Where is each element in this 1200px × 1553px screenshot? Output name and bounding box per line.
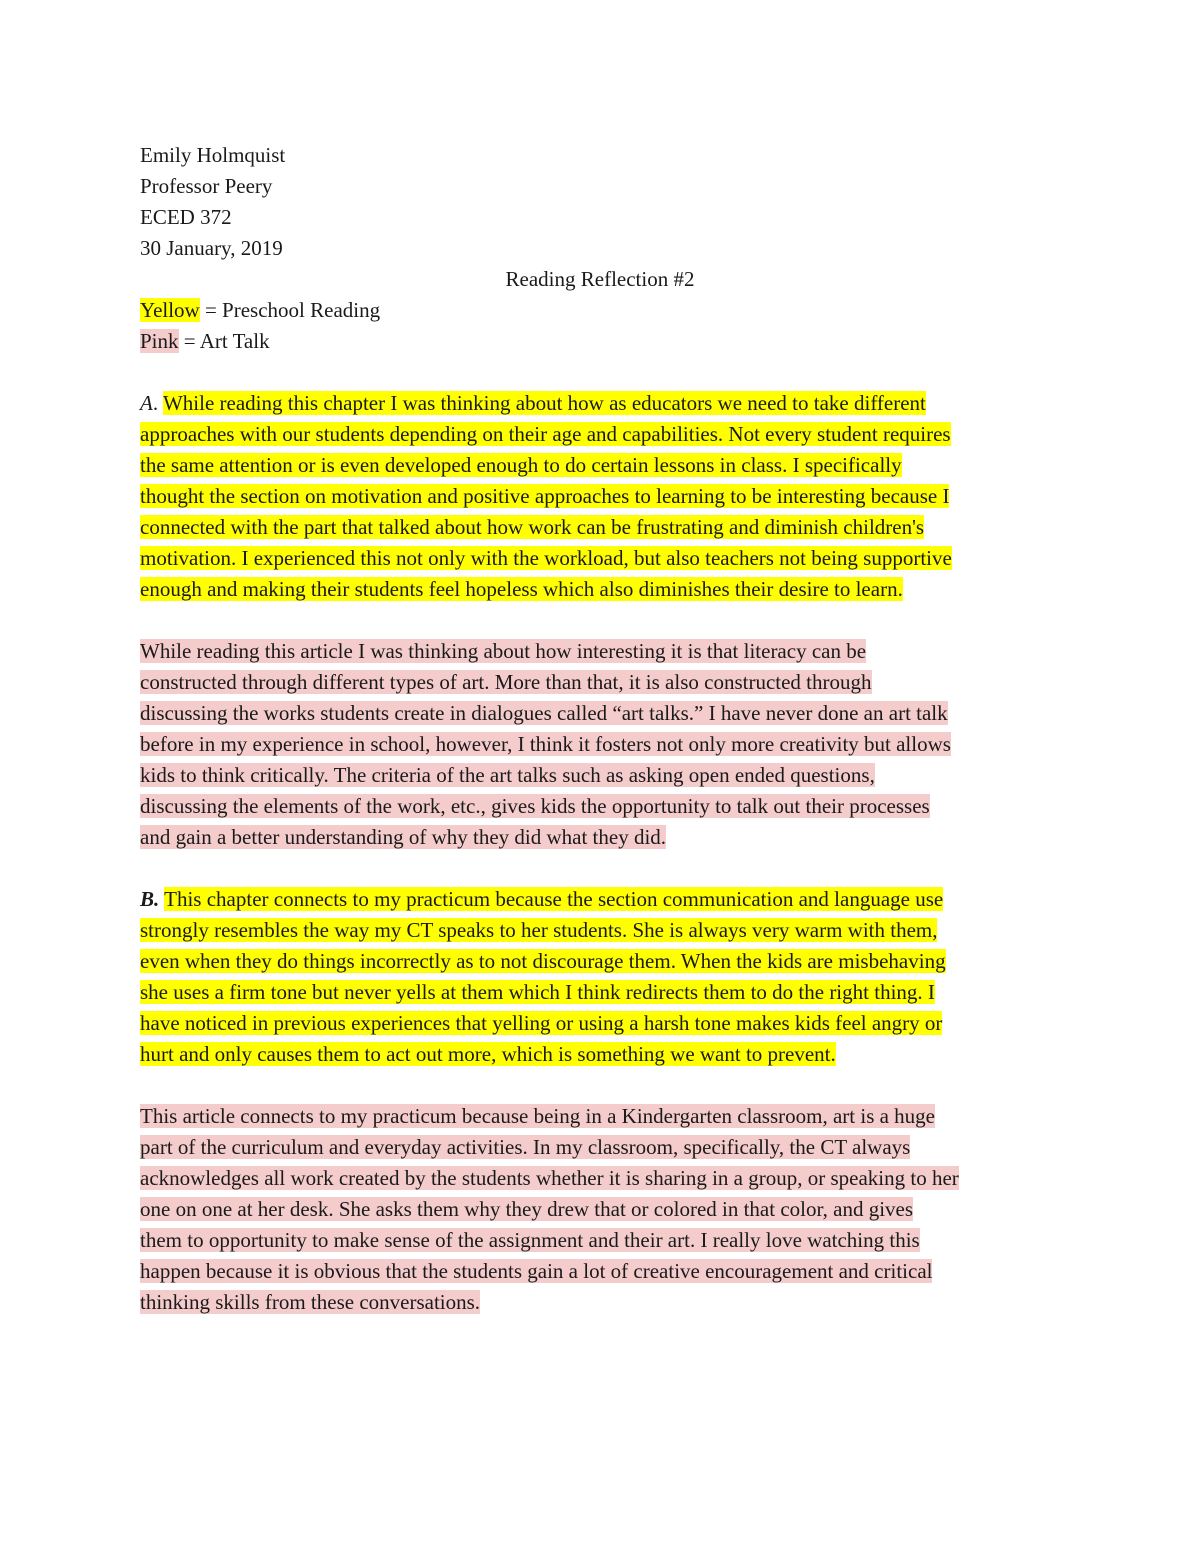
paragraph-line	[140, 512, 1070, 543]
spacer	[140, 357, 1070, 388]
paragraph-text: discussing the elements of the work, etc., gives kids the opportunity to talk out their processes	[140, 794, 930, 818]
paragraph-line	[140, 481, 1070, 512]
paragraph-line	[140, 667, 1070, 698]
section-b-letter: B.	[140, 887, 160, 911]
paragraph-line	[140, 1194, 1070, 1225]
paragraph-line	[140, 1101, 1070, 1132]
paragraph-text: thought the section on motivation and positive approaches to learning to be interesting because I	[140, 484, 950, 508]
paragraph-line	[140, 698, 1070, 729]
author-name: Emily Holmquist	[140, 143, 286, 167]
paragraph-line	[140, 419, 1070, 450]
section-b-yellow-paragraph	[140, 884, 1070, 1070]
section-b-pink-paragraph	[140, 1101, 1070, 1318]
paragraph-line	[140, 760, 1070, 791]
section-a-letter: A	[140, 391, 153, 415]
legend-yellow-label: Yellow	[140, 298, 200, 322]
paragraph-text: happen because it is obvious that the students gain a lot of creative encouragement and critical	[140, 1259, 933, 1283]
paragraph-text: connected with the part that talked about how work can be frustrating and diminish children's	[140, 515, 925, 539]
paragraph-text: approaches with our students depending on their age and capabilities. Not every student requires	[140, 422, 951, 446]
paragraph-text: thinking skills from these conversations.	[140, 1290, 481, 1314]
paragraph-text: discussing the works students create in dialogues called “art talks.” I have never done an art talk	[140, 701, 948, 725]
legend-yellow-meaning: = Preschool Reading	[199, 298, 381, 322]
paragraph-line	[140, 543, 1070, 574]
paragraph-text: strongly resembles the way my CT speaks to her students. She is always very warm with them,	[140, 918, 938, 942]
paragraph-line	[140, 822, 1070, 853]
section-a-pink-paragraph	[140, 636, 1070, 853]
paragraph-line	[140, 729, 1070, 760]
paragraph-text: This article connects to my practicum because being in a Kindergarten classroom, art is a huge	[140, 1104, 936, 1128]
section-a-letter-punct: .	[152, 391, 163, 415]
spacer	[140, 853, 1070, 884]
paragraph-text: hurt and only causes them to act out more, which is something we want to prevent.	[140, 1042, 836, 1066]
document-title: Reading Reflection #2	[505, 267, 695, 291]
paragraph-text: kids to think critically. The criteria of the art talks such as asking open ended questions,	[140, 763, 875, 787]
paragraph-text: constructed through different types of art. More than that, it is also constructed through	[140, 670, 872, 694]
paragraph-line	[140, 1132, 1070, 1163]
paragraph-text: even when they do things incorrectly as to not discourage them. When the kids are misbehaving	[140, 949, 946, 973]
paragraph-line	[140, 977, 1070, 1008]
legend-pink-meaning: = Art Talk	[178, 329, 270, 353]
legend-pink	[140, 326, 1070, 357]
paragraph-line	[140, 946, 1070, 977]
spacer	[140, 1070, 1070, 1101]
professor-name: Professor Peery	[140, 174, 273, 198]
spacer	[140, 605, 1070, 636]
legend-pink-label: Pink	[140, 329, 179, 353]
paragraph-text: While reading this chapter I was thinking about how as educators we need to take different	[162, 391, 926, 415]
paragraph-text: the same attention or is even developed enough to do certain lessons in class. I specifically	[140, 453, 902, 477]
paragraph-text: before in my experience in school, however, I think it fosters not only more creativity but allows	[140, 732, 951, 756]
legend-yellow	[140, 295, 1070, 326]
paragraph-line	[140, 388, 1070, 419]
paragraph-line	[140, 636, 1070, 667]
paragraph-text: one on one at her desk. She asks them why they drew that or colored in that color, and gives	[140, 1197, 914, 1221]
paragraph-line	[140, 791, 1070, 822]
paragraph-line	[140, 1256, 1070, 1287]
paragraph-line	[140, 1008, 1070, 1039]
paragraph-line	[140, 1287, 1070, 1318]
paragraph-line	[140, 1163, 1070, 1194]
paragraph-text: This chapter connects to my practicum because the section communication and language use	[164, 887, 944, 911]
paragraph-text: them to opportunity to make sense of the assignment and their art. I really love watching this	[140, 1228, 920, 1252]
paragraph-text: have noticed in previous experiences that yelling or using a harsh tone makes kids feel angry or	[140, 1011, 943, 1035]
paragraph-line	[140, 450, 1070, 481]
paragraph-line	[140, 574, 1070, 605]
document-date: 30 January, 2019	[140, 236, 283, 260]
paragraph-text: acknowledges all work created by the students whether it is sharing in a group, or speaking to her	[140, 1166, 959, 1190]
paragraph-line	[140, 1039, 1070, 1070]
paragraph-text: motivation. I experienced this not only with the workload, but also teachers not being supportive	[140, 546, 952, 570]
paragraph-text: and gain a better understanding of why they did what they did.	[140, 825, 667, 849]
paragraph-line	[140, 1225, 1070, 1256]
paragraph-text: part of the curriculum and everyday activities. In my classroom, specifically, the CT always	[140, 1135, 911, 1159]
document-page	[140, 140, 1070, 1318]
paragraph-text: enough and making their students feel hopeless which also diminishes their desire to learn.	[140, 577, 903, 601]
paragraph-text: While reading this article I was thinking about how interesting it is that literacy can be	[140, 639, 867, 663]
paragraph-line	[140, 884, 1070, 915]
section-a-yellow-paragraph	[140, 388, 1070, 605]
paragraph-text: she uses a firm tone but never yells at them which I think redirects them to do the right thing. I	[140, 980, 935, 1004]
paragraph-line	[140, 915, 1070, 946]
course-code: ECED 372	[140, 205, 232, 229]
